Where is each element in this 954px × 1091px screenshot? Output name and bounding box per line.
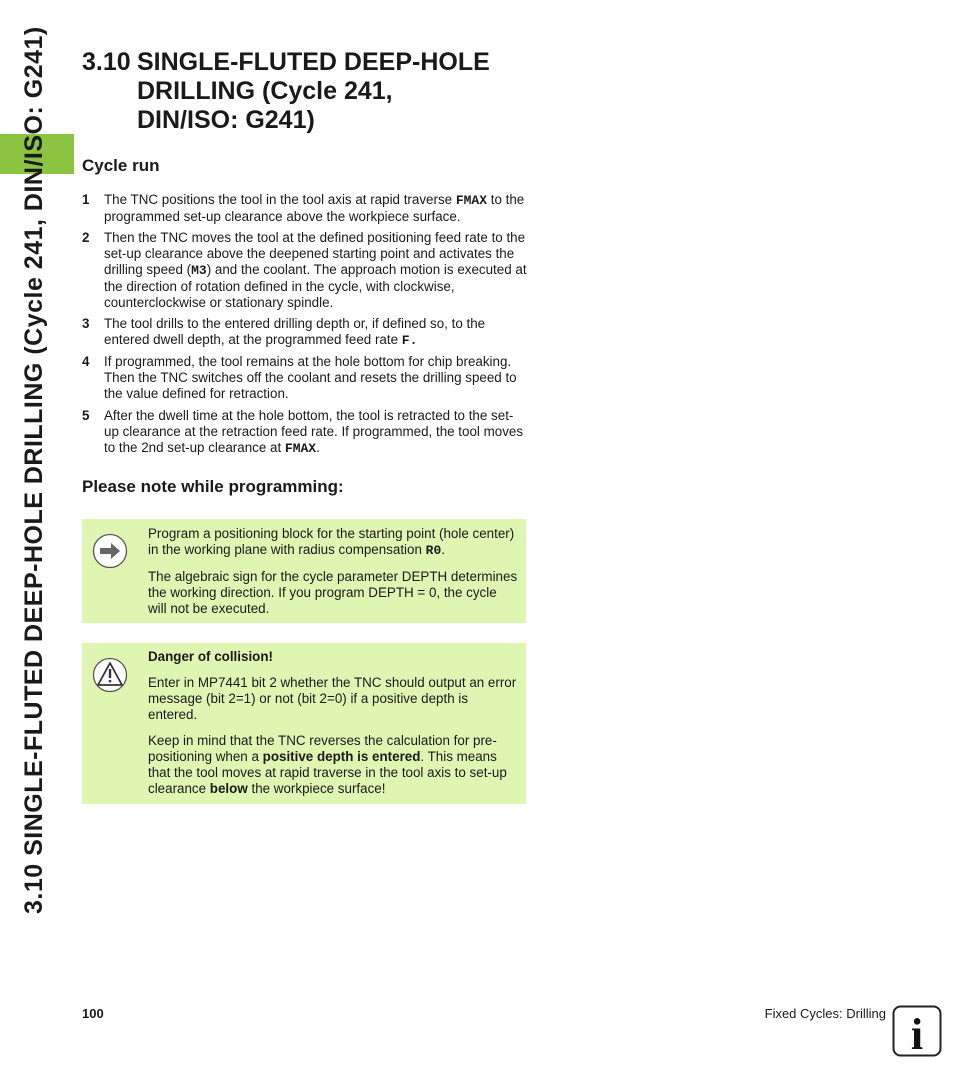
chapter-name: Fixed Cycles: Drilling (764, 1006, 886, 1021)
cycle-steps-list (82, 192, 527, 462)
list-item: 2 Then the TNC moves the tool at the defined positioning feed rate to the set-up clearance above the deepened starting point and activates the drilling speed (M3) and the coolant. The approach motion is executed at the direction of rotation defined in the cycle, with clockwise, counterclockwise or stationary spindle. (82, 230, 527, 310)
svg-text:i: i (910, 1010, 924, 1057)
list-item: 5 After the dwell time at the hole bottom, the tool is retracted to the set-up clearance at the retraction feed rate. If programmed, the tool moves to the 2nd set-up clearance at FMAX. (82, 408, 524, 456)
list-item: 3 The tool drills to the entered drilling depth or, if defined so, to the entered dwell depth, at the programmed feed rate F. (82, 316, 486, 348)
note-paragraph: Program a positioning block for the starting point (hole center) in the working plane with radius compensation R0. (148, 526, 515, 558)
danger-paragraph: Enter in MP7441 bit 2 whether the TNC should output an error message (bit 2=1) or not (bit 2=0) if a positive depth is entered. (148, 675, 517, 722)
danger-box (82, 643, 526, 804)
page-number: 100 (82, 1006, 104, 1021)
arrow-right-icon (92, 533, 128, 569)
warning-icon (92, 657, 128, 693)
list-item: 1 The TNC positions the tool in the tool axis at rapid traverse FMAX to the programmed set-up clearance above the workpiece surface. (82, 192, 525, 224)
note-box (82, 519, 526, 623)
programming-notes-heading: Please note while programming: (82, 477, 344, 496)
info-icon (892, 1005, 942, 1057)
list-item: 4 If programmed, the tool remains at the hole bottom for chip breaking. Then the TNC switches off the coolant and resets the drilling speed to the value defined for retraction. (82, 354, 517, 401)
danger-paragraph: Keep in mind that the TNC reverses the calculation for pre-positioning when a positive depth is entered. This means that the tool moves at rapid traverse in the tool axis to set-up clearance below the workpiece surface! (148, 733, 507, 796)
section-number: 3.10 (82, 48, 131, 76)
page-title: 3.10 SINGLE-FLUTED DEEP-HOLE DRILLING (Cycle 241, DIN/ISO: G241) (82, 48, 490, 134)
cycle-run-heading: Cycle run (82, 156, 160, 175)
danger-heading: Danger of collision! (148, 649, 273, 664)
note-paragraph: The algebraic sign for the cycle parameter DEPTH determines the working direction. If you program DEPTH = 0, the cycle will not be executed. (148, 569, 518, 616)
side-running-title: 3.10 SINGLE-FLUTED DEEP-HOLE DRILLING (Cycle 241, DIN/ISO: G241) (20, 26, 48, 914)
